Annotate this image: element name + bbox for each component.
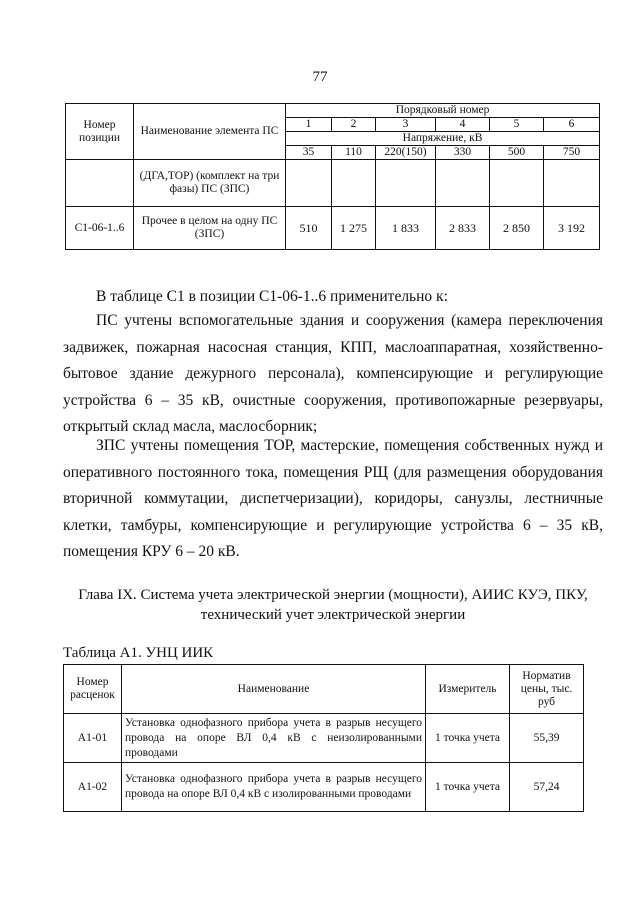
table-row: [64, 763, 584, 812]
ordinal-cell: 6: [544, 118, 600, 132]
number-cell: А1-02: [64, 763, 122, 812]
header-position: Номер позиции: [66, 104, 134, 160]
ordinal-cell: 5: [490, 118, 544, 132]
paragraph-intro: В таблице С1 в позиции С1-06-1..6 применительно к:: [96, 288, 448, 305]
number-cell: А1-01: [64, 714, 122, 763]
ordinal-cell: 1: [286, 118, 332, 132]
chapter-heading: [63, 585, 603, 625]
header-voltage: Напряжение, кВ: [286, 132, 600, 146]
header-ordinal: Порядковый номер: [286, 104, 600, 118]
value-cell: 1 275: [332, 207, 376, 250]
element-name-cell: Прочее в целом на одну ПС (ЗПС): [134, 207, 286, 250]
value-cell: [332, 160, 376, 207]
value-cell: 2 833: [436, 207, 490, 250]
chapter-heading-line: Глава IX. Система учета электрической энергии (мощности), АИИС КУЭ, ПКУ,: [78, 587, 588, 603]
paragraph-ps: ПС учтены вспомогательные здания и сооружения (камера переключения задвижек, пожарная насосная станция, КПП, маслоаппаратная, хозяйственно-бытовое здание дежурного персонала), компенсирующие и регулирующие устройства 6 – 35 кВ, очистные сооружения, противопожарные резервуары, открытый склад масла, маслосборник;: [63, 312, 603, 435]
table-row: [66, 160, 600, 207]
element-name-cell: (ДГА,ТОР) (комплект на три фазы) ПС (ЗПС): [134, 160, 286, 207]
value-cell: 2 850: [490, 207, 544, 250]
voltage-cell: 110: [332, 146, 376, 160]
name-cell: Установка однофазного прибора учета в разрыв несущего провода на опоре ВЛ 0,4 кВ с неизолированными проводами: [122, 714, 426, 763]
header-number: Номер расценок: [64, 665, 122, 714]
price-cell: 57,24: [510, 763, 584, 812]
price-cell: 55,39: [510, 714, 584, 763]
value-cell: [490, 160, 544, 207]
voltage-cell: 330: [436, 146, 490, 160]
header-name: Наименование: [122, 665, 426, 714]
ordinal-cell: 4: [436, 118, 490, 132]
value-cell: [436, 160, 490, 207]
unit-cell: 1 точка учета: [426, 763, 510, 812]
ordinal-cell: 3: [376, 118, 436, 132]
value-cell: 510: [286, 207, 332, 250]
value-cell: [544, 160, 600, 207]
unit-cell: 1 точка учета: [426, 714, 510, 763]
value-cell: [376, 160, 436, 207]
position-cell: С1-06-1..6: [66, 207, 134, 250]
voltage-cell: 750: [544, 146, 600, 160]
ordinal-cell: 2: [332, 118, 376, 132]
voltage-cell: 35: [286, 146, 332, 160]
table-c1: [65, 103, 600, 250]
value-cell: 3 192: [544, 207, 600, 250]
header-price: Норматив цены, тыс. руб: [510, 665, 584, 714]
paragraph-zps: ЗПС учтены помещения ТОР, мастерские, помещения собственных нужд и оперативного постоянного тока, помещения РЩ (для размещения оборудования вторичной коммутации, диспетчеризации), коридоры, санузлы, лестничные клетки, тамбуры, компенсирующие и регулирующие устройства 6 – 35 кВ, помещения КРУ 6 – 20 кВ.: [63, 437, 603, 560]
value-cell: [286, 160, 332, 207]
name-cell: Установка однофазного прибора учета в разрыв несущего провода на опоре ВЛ 0,4 кВ с изолированными проводами: [122, 763, 426, 812]
page-number: 77: [312, 69, 328, 85]
chapter-heading-line: технический учет электрической энергии: [200, 607, 466, 623]
table-caption: Таблица А1. УНЦ ИИК: [63, 645, 214, 661]
table-a1: [63, 664, 584, 812]
value-cell: 1 833: [376, 207, 436, 250]
header-element-name: Наименование элемента ПС: [134, 104, 286, 160]
table-row: [64, 714, 584, 763]
voltage-cell: 500: [490, 146, 544, 160]
header-unit: Измеритель: [426, 665, 510, 714]
table-row: [66, 207, 600, 250]
position-cell: [66, 160, 134, 207]
voltage-cell: 220(150): [376, 146, 436, 160]
